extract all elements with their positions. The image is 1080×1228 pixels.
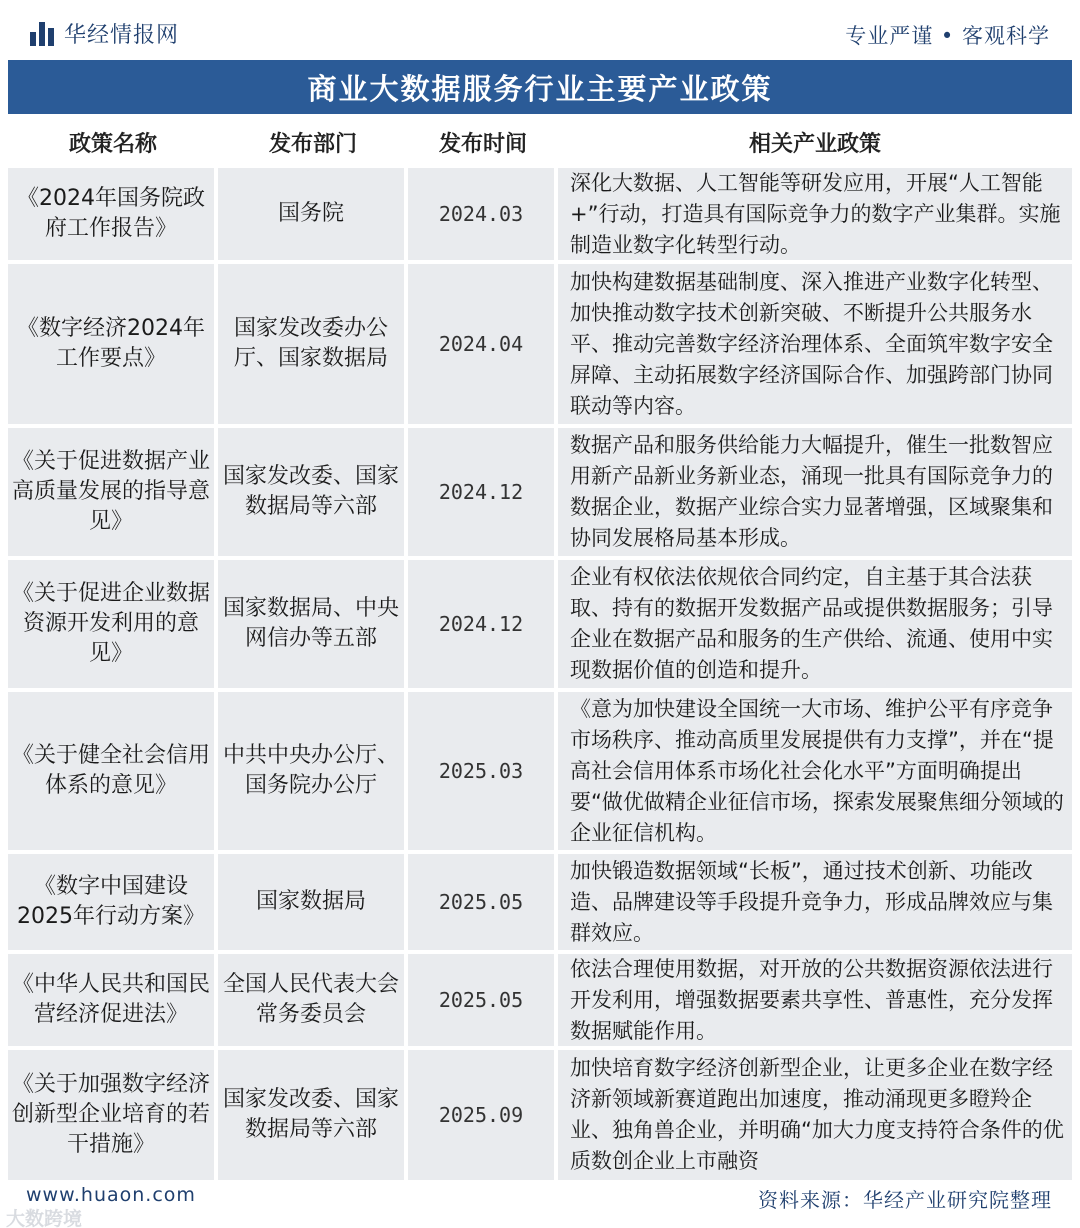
column-header-date: 发布时间	[438, 130, 527, 157]
policy-content: 数据产品和服务供给能力大幅提升，催生一批数智应用新产品新业务新业态，涌现一批具有国际竞争力的数据企业，数据产业综合实力显著增强，区域聚集和协同发展格局基本形成。	[558, 428, 1072, 556]
policy-date: 2024.12	[408, 428, 554, 556]
policy-name: 《关于健全社会信用体系的意见》	[8, 692, 214, 850]
title-banner	[8, 60, 1072, 114]
page-title: 商业大数据服务行业主要产业政策	[307, 71, 773, 106]
column-header-policy: 相关产业政策	[748, 130, 881, 157]
brand-logo[interactable]	[30, 18, 179, 49]
watermark-text: 大数跨境	[6, 1208, 83, 1228]
policy-name: 《关于加强数字经济创新型企业培育的若干措施》	[8, 1050, 214, 1180]
policy-name: 《2024年国务院政府工作报告》	[8, 168, 214, 260]
website-link[interactable]: www.huaon.com	[26, 1184, 196, 1206]
policy-name: 《关于促进企业数据资源开发利用的意见》	[8, 560, 214, 688]
policy-content: 深化大数据、人工智能等研发应用，开展“人工智能+”行动，打造具有国际竞争力的数字产业集群。实施制造业数字化转型行动。	[558, 168, 1072, 260]
policy-dept: 中共中央办公厅、国务院办公厅	[218, 692, 404, 850]
policy-date: 2025.03	[408, 692, 554, 850]
policy-date: 2024.03	[408, 168, 554, 260]
policy-dept: 全国人民代表大会常务委员会	[218, 954, 404, 1046]
policy-date: 2025.09	[408, 1050, 554, 1180]
table-row	[8, 1050, 1072, 1180]
table-row	[8, 264, 1072, 424]
policy-content: 加快构建数据基础制度、深入推进产业数字化转型、加快推动数字技术创新突破、不断提升公共服务水平、推动完善数字经济治理体系、全面筑牢数字安全屏障、主动拓展数字经济国际合作、加强跨部门协同联动等内容。	[558, 264, 1072, 424]
policy-date: 2025.05	[408, 954, 554, 1046]
policy-dept: 国家发改委、国家数据局等六部	[218, 1050, 404, 1180]
policy-content: 企业有权依法依规依合同约定，自主基于其合法获取、持有的数据开发数据产品或提供数据服务；引导企业在数据产品和服务的生产供给、流通、使用中实现数据价值的创造和提升。	[558, 560, 1072, 688]
brand-name: 华经情报网	[64, 23, 180, 48]
policy-name: 《数字经济2024年工作要点》	[8, 264, 214, 424]
policy-content: 加快锻造数据领域“长板”，通过技术创新、功能改造、品牌建设等手段提升竞争力，形成品牌效应与集群效应。	[558, 854, 1072, 950]
policy-date: 2024.04	[408, 264, 554, 424]
table-row	[8, 692, 1072, 850]
slogan: 专业严谨 • 客观科学	[845, 24, 1050, 48]
table-row	[8, 854, 1072, 950]
policy-name: 《关于促进数据产业高质量发展的指导意见》	[8, 428, 214, 556]
column-header-name: 政策名称	[68, 130, 157, 157]
policy-content: 《意为加快建设全国统一大市场、维护公平有序竞争市场秩序、推动高质里发展提供有力支撑”，并在“提高社会信用体系市场化社会化水平”方面明确提出要“做优做精企业征信市场，探索发展聚焦细分领域的企业征信机构。	[558, 692, 1072, 850]
column-header-dept: 发布部门	[268, 130, 357, 157]
policy-content: 依法合理使用数据，对开放的公共数据资源依法进行开发利用，增强数据要素共享性、普惠性，充分发挥数据赋能作用。	[558, 954, 1072, 1046]
table-header	[8, 116, 1072, 168]
source-note: 资料来源：华经产业研究院整理	[758, 1188, 1052, 1212]
policy-table	[8, 168, 1072, 1184]
table-row	[8, 428, 1072, 556]
policy-name: 《中华人民共和国民营经济促进法》	[8, 954, 214, 1046]
policy-date: 2024.12	[408, 560, 554, 688]
policy-dept: 国家数据局	[218, 854, 404, 950]
policy-dept: 国家数据局、中央网信办等五部	[218, 560, 404, 688]
table-row	[8, 954, 1072, 1046]
page-footer	[0, 1178, 1080, 1228]
policy-dept: 国家发改委、国家数据局等六部	[218, 428, 404, 556]
policy-name: 《数字中国建设2025年行动方案》	[8, 854, 214, 950]
policy-dept: 国家发改委办公厅、国家数据局	[218, 264, 404, 424]
policy-content: 加快培育数字经济创新型企业，让更多企业在数字经济新领域新赛道跑出加速度，推动涌现更多瞪羚企业、独角兽企业，并明确“加大力度支持符合条件的优质数创企业上市融资	[558, 1050, 1072, 1180]
table-row	[8, 560, 1072, 688]
table-row	[8, 168, 1072, 260]
policy-dept: 国务院	[218, 168, 404, 260]
policy-date: 2025.05	[408, 854, 554, 950]
logo-icon	[30, 22, 54, 46]
top-header	[0, 0, 1080, 58]
